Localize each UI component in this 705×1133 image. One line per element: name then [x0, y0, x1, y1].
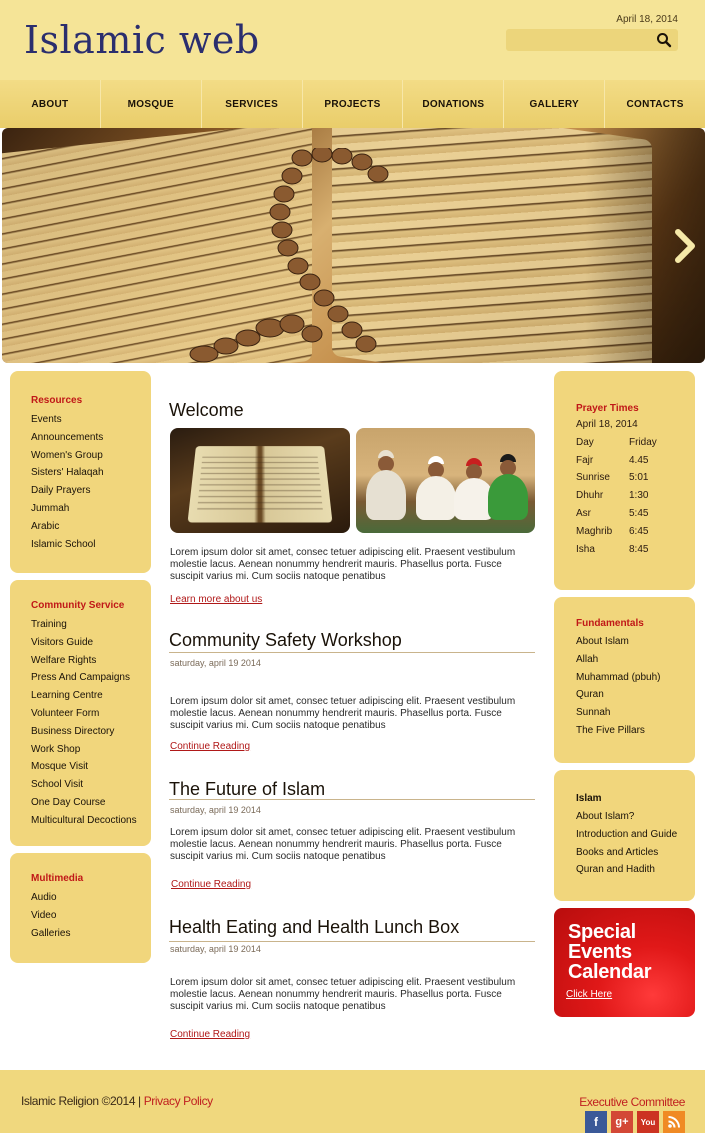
islam-box [554, 770, 695, 901]
copyright-text: Islamic Religion ©2014 | [21, 1094, 144, 1108]
nav-projects[interactable]: PROJECTS [303, 80, 404, 128]
prayer-time: 6:45 [629, 525, 649, 537]
resources-box [10, 371, 151, 573]
slider-next-arrow-icon[interactable] [673, 228, 697, 264]
sidebar-item-training[interactable]: Training [31, 619, 67, 630]
continue-reading-link-3[interactable]: Continue Reading [170, 1029, 251, 1040]
main-nav [0, 80, 705, 128]
post-date-3: saturday, april 19 2014 [170, 944, 261, 954]
post-date-2: saturday, april 19 2014 [170, 805, 261, 815]
welcome-heading: Welcome [169, 400, 244, 420]
executive-committee-link[interactable]: Executive Committee [579, 1095, 685, 1109]
prayer-date: April 18, 2014 [576, 419, 638, 430]
sidebar-item-about-islam[interactable]: About Islam [576, 636, 629, 647]
sidebar-item-learning-centre[interactable]: Learning Centre [31, 690, 103, 702]
site-header [0, 0, 705, 80]
sidebar-item-muhammad[interactable]: Muhammad (pbuh) [576, 671, 661, 683]
learn-more-link[interactable]: Learn more about us [170, 594, 263, 605]
header-date: April 18, 2014 [616, 14, 678, 25]
nav-about[interactable]: ABOUT [0, 80, 101, 128]
nav-mosque[interactable]: MOSQUE [101, 80, 202, 128]
post-date-1: saturday, april 19 2014 [170, 658, 261, 668]
prayer-name: Day [576, 436, 594, 448]
sidebar-item-galleries[interactable]: Galleries [31, 927, 71, 939]
fundamentals-list [576, 633, 686, 740]
post-title-3[interactable]: Health Eating and Health Lunch Box [169, 917, 460, 937]
multimedia-box [10, 853, 151, 963]
community-service-list [31, 616, 137, 830]
nav-services[interactable]: SERVICES [202, 80, 303, 128]
prayer-name: Isha [576, 543, 595, 555]
sidebar-item-womens-group[interactable]: Women's Group [31, 449, 103, 461]
privacy-policy-link[interactable]: Privacy Policy [143, 1094, 213, 1108]
prayer-row [576, 469, 686, 487]
post-text-2: Lorem ipsum dolor sit amet, consec tetuer adipiscing elit. Praesent vestibulum molestie lacus. Aenean nonummy hendrerit mauris. Phasellus porta. Fusce suscipit varius mi. Cum sociis natoque penatibus [170, 827, 516, 862]
sidebar-item-visitors-guide[interactable]: Visitors Guide [31, 636, 94, 648]
prayer-row [576, 434, 686, 452]
quran-book-image [170, 428, 350, 533]
copyright [21, 1094, 213, 1108]
sidebar-item-five-pillars[interactable]: The Five Pillars [576, 724, 645, 736]
prayer-row [576, 523, 686, 541]
prayer-times-box [554, 371, 695, 590]
nav-gallery[interactable]: GALLERY [504, 80, 605, 128]
rss-icon[interactable] [663, 1111, 685, 1133]
google-plus-icon[interactable]: g+ [611, 1111, 633, 1133]
kid-body-2 [416, 476, 456, 520]
promo-line-2: Events [568, 941, 632, 963]
community-service-title: Community Service [31, 600, 125, 611]
continue-reading-link-2[interactable]: Continue Reading [171, 879, 252, 890]
post-text-3: Lorem ipsum dolor sit amet, consec tetuer adipiscing elit. Praesent vestibulum molestie lacus. Aenean nonummy hendrerit mauris. Phasellus porta. Fusce suscipit varius mi. Cum sociis natoque penatibus [170, 977, 516, 1012]
sidebar-item-sunnah[interactable]: Sunnah [576, 707, 611, 719]
welcome-text: Lorem ipsum dolor sit amet, consec tetuer adipiscing elit. Praesent vestibulum molestie lacus. Aenean nonummy hendrerit mauris. Phasellus porta. Fusce suscipit varius mi. Cum sociis natoque penatibus [170, 547, 516, 582]
sidebar-item-about-islam-q[interactable]: About Islam? [576, 811, 635, 822]
facebook-icon[interactable]: f [585, 1111, 607, 1133]
children-reading-image [356, 428, 535, 533]
post-divider-1 [169, 652, 535, 653]
sidebar-item-events[interactable]: Events [31, 414, 62, 425]
sidebar-item-sisters-halaqah[interactable]: Sisters' Halaqah [31, 467, 104, 479]
prayer-time: 1:30 [629, 490, 649, 502]
prayer-time: 5:45 [629, 507, 649, 519]
sidebar-item-quran-hadith[interactable]: Quran and Hadith [576, 864, 655, 876]
nav-contacts[interactable]: CONTACTS [626, 98, 684, 110]
site-logo[interactable]: Islamic web [24, 18, 260, 62]
search-input[interactable] [512, 32, 652, 48]
sidebar-item-announcements[interactable]: Announcements [31, 431, 104, 443]
multimedia-list [31, 889, 83, 942]
kid-body-4 [488, 474, 528, 520]
sidebar-item-business-directory[interactable]: Business Directory [31, 725, 115, 737]
click-here-link[interactable]: Click Here [566, 989, 613, 1000]
prayer-row [576, 505, 686, 523]
continue-reading-link-1[interactable]: Continue Reading [170, 741, 251, 752]
prayer-times-title: Prayer Times [576, 403, 639, 414]
nav-donations[interactable]: DONATIONS [403, 80, 504, 128]
search-box [506, 29, 678, 51]
fundamentals-title: Fundamentals [576, 618, 644, 629]
resources-title: Resources [31, 395, 83, 406]
post-text-1: Lorem ipsum dolor sit amet, consec tetuer adipiscing elit. Praesent vestibulum molestie lacus. Aenean nonummy hendrerit mauris. Phasellus porta. Fusce suscipit varius mi. Cum sociis natoque penatibus [170, 696, 516, 731]
sidebar-item-quran[interactable]: Quran [576, 689, 604, 701]
post-divider-3 [169, 941, 535, 942]
sidebar-item-mosque-visit[interactable]: Mosque Visit [31, 761, 89, 773]
islam-title: Islam [576, 793, 602, 804]
promo-line-3: Calendar [568, 961, 652, 983]
prayer-row [576, 487, 686, 505]
sidebar-item-intro-guide[interactable]: Introduction and Guide [576, 828, 678, 840]
sidebar-item-allah[interactable]: Allah [576, 653, 599, 665]
multimedia-title: Multimedia [31, 873, 84, 884]
prayer-row [576, 541, 686, 559]
resources-list [31, 411, 104, 553]
promo-line-1: Special [568, 921, 636, 943]
sidebar-item-press-campaigns[interactable]: Press And Campaigns [31, 672, 130, 684]
sidebar-item-welfare-rights[interactable]: Welfare Rights [31, 654, 97, 666]
community-service-box [10, 580, 151, 846]
book-text-lines [197, 453, 323, 512]
prayer-beads [152, 148, 412, 363]
search-icon[interactable] [656, 32, 672, 48]
sidebar-item-volunteer-form[interactable]: Volunteer Form [31, 707, 100, 719]
sidebar-item-school-visit[interactable]: School Visit [31, 779, 84, 791]
sidebar-item-daily-prayers[interactable]: Daily Prayers [31, 485, 91, 497]
prayer-time: Friday [629, 436, 657, 448]
prayer-time: 4.45 [629, 454, 649, 466]
sidebar-item-jummah[interactable]: Jummah [31, 502, 70, 514]
site-footer [0, 1070, 705, 1133]
post-title-2[interactable]: The Future of Islam [169, 779, 326, 799]
kid-body-1 [366, 470, 406, 520]
post-divider-2 [169, 799, 535, 800]
prayer-time: 5:01 [629, 472, 649, 484]
post-title-1[interactable]: Community Safety Workshop [169, 630, 402, 650]
prayer-name: Dhuhr [576, 490, 604, 502]
sidebar-item-arabic[interactable]: Arabic [31, 520, 60, 532]
prayer-row [576, 452, 686, 470]
fundamentals-box [554, 597, 695, 763]
special-events-calendar-banner[interactable] [554, 908, 695, 1017]
sidebar-item-books-articles[interactable]: Books and Articles [576, 846, 659, 858]
sidebar-item-audio[interactable]: Audio [31, 892, 57, 903]
sidebar-item-video[interactable]: Video [31, 909, 57, 921]
hero-slider-image [2, 128, 705, 363]
prayer-name: Asr [576, 507, 591, 519]
youtube-icon[interactable]: You [637, 1111, 659, 1133]
islam-list [576, 808, 686, 879]
sidebar-item-islamic-school[interactable]: Islamic School [31, 538, 96, 550]
sidebar-item-work-shop[interactable]: Work Shop [31, 743, 81, 755]
rss-glyph [667, 1115, 681, 1129]
sidebar-item-multicultural-decoctions[interactable]: Multicultural Decoctions [31, 814, 137, 826]
prayer-name: Maghrib [576, 525, 613, 537]
prayer-time: 8:45 [629, 543, 649, 555]
sidebar-item-one-day-course[interactable]: One Day Course [31, 796, 106, 808]
prayer-name: Fajr [576, 454, 594, 466]
prayer-name: Sunrise [576, 472, 610, 484]
promo-title [568, 922, 651, 982]
